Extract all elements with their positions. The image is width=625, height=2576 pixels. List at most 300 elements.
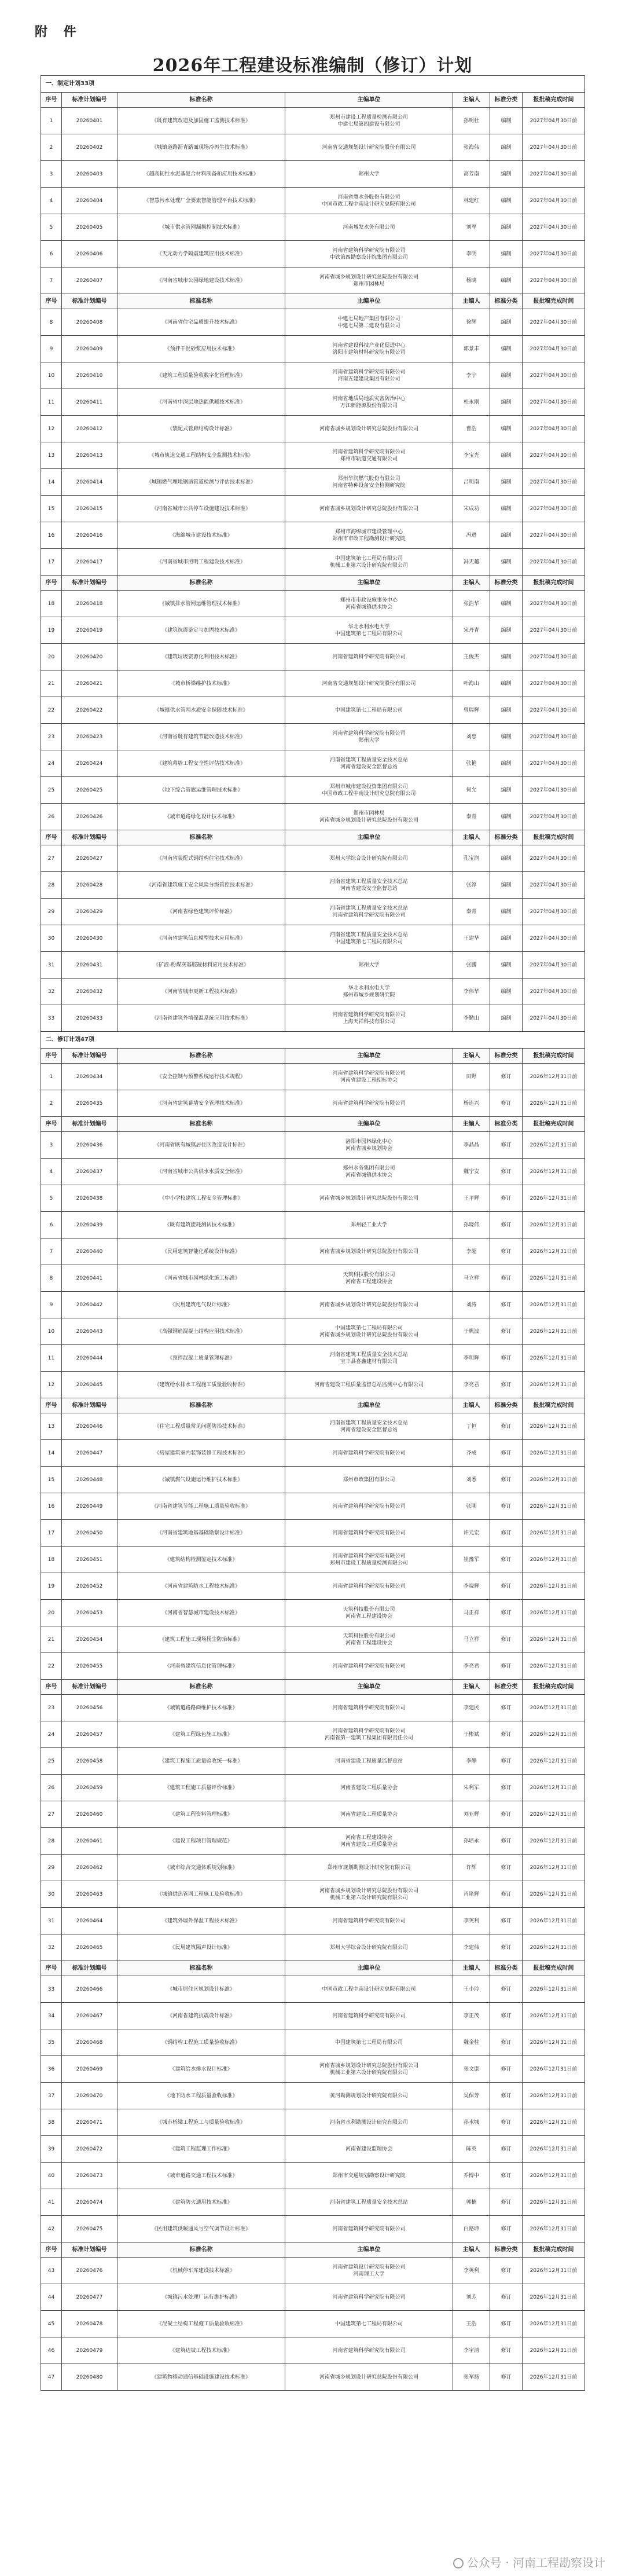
cell-standard-name: 《建筑防火通用技术标准》 [117,2189,285,2216]
cell-deadline: 2026年12月31日前 [523,1318,585,1345]
table-row [41,2029,585,2056]
cell-chief-editor: 李建伟 [453,1934,490,1961]
cell-plan-number: 20260451 [62,1547,117,1573]
table-row [41,2337,585,2364]
column-header: 标准名称 [117,1398,285,1413]
column-header: 主编单位 [285,576,453,591]
cell-deadline: 2026年12月31日前 [523,1653,585,1680]
table-row [41,697,585,724]
cell-deadline: 2027年04月30日前 [523,469,585,496]
cell-chief-editor: 马立祥 [453,1265,490,1292]
table-row [41,952,585,979]
cell-chief-unit: 郑州市市政设施事务中心 河南省城镇供水协会 [285,591,453,617]
column-header: 报批稿完成时间 [523,1680,585,1695]
column-header: 标准名称 [117,830,285,845]
column-header: 主编单位 [285,93,453,108]
table-row [41,1721,585,1748]
cell-chief-unit: 河南省建筑科学研究院有限公司 [285,1493,453,1520]
column-header: 主编单位 [285,294,453,309]
cell-plan-number: 20260469 [62,2056,117,2083]
cell-standard-name: 《河南省建筑信息模型技术应用标准》 [117,925,285,952]
cell-chief-unit: 河南省城乡规划设计研究总院股份有限公司 [285,496,453,522]
cell-chief-unit: 河南省建筑科学研究院有限公司 郑州市建设工程质量检测有限公司 [285,1547,453,1573]
cell-index: 42 [41,2216,62,2242]
cell-category: 编制 [490,697,523,724]
cell-category: 修订 [490,2337,523,2364]
cell-index: 26 [41,1775,62,1801]
table-row [41,2258,585,2284]
column-header: 标准分类 [490,1680,523,1695]
cell-plan-number: 20260477 [62,2284,117,2311]
cell-index: 25 [41,777,62,804]
table-row [41,389,585,416]
column-header: 主编人 [453,93,490,108]
cell-category: 修订 [490,1493,523,1520]
cell-chief-editor: 李伟华 [453,979,490,1005]
column-header: 主编单位 [285,1680,453,1695]
cell-index: 16 [41,522,62,549]
cell-plan-number: 20260439 [62,1212,117,1238]
table-header-row [41,576,585,591]
cell-plan-number: 20260436 [62,1132,117,1159]
cell-chief-unit: 河南省建筑科学研究院有限公司 [285,1908,453,1934]
section-row [41,1032,585,1049]
cell-plan-number: 20260427 [62,845,117,872]
cell-category: 编制 [490,214,523,241]
cell-plan-number: 20260480 [62,2364,117,2391]
cell-index: 13 [41,442,62,469]
cell-deadline: 2026年12月31日前 [523,1467,585,1493]
table-row [41,1064,585,1090]
cell-chief-unit: 河南省建筑科学研究院有限公司 [285,1653,453,1680]
cell-deadline: 2027年04月30日前 [523,899,585,925]
cell-chief-editor: 肖艳辉 [453,1881,490,1908]
cell-chief-editor: 李超 [453,1238,490,1265]
cell-chief-unit: 河南省城乡规划设计研究总院股份有限公司 [285,1185,453,1212]
cell-standard-name: 《既有建筑能耗测试技术标准》 [117,1212,285,1238]
cell-plan-number: 20260408 [62,309,117,336]
cell-deadline: 2027年04月30日前 [523,362,585,389]
cell-chief-editor: 孙水城 [453,2109,490,2136]
cell-index: 5 [41,214,62,241]
cell-plan-number: 20260407 [62,268,117,294]
cell-chief-editor: 孔宝润 [453,845,490,872]
cell-category: 修订 [490,2163,523,2189]
cell-plan-number: 20260479 [62,2337,117,2364]
table-row [41,1775,585,1801]
table-row [41,416,585,442]
cell-chief-editor: 杜永刚 [453,389,490,416]
cell-plan-number: 20260422 [62,697,117,724]
cell-category: 修订 [490,1881,523,1908]
cell-chief-unit: 河南省城乡规划设计研究总院股份有限公司 [285,416,453,442]
cell-category: 修订 [490,1345,523,1372]
cell-chief-editor: 王小玲 [453,1976,490,2003]
cell-category: 修订 [490,2284,523,2311]
cell-category: 编制 [490,724,523,750]
cell-chief-unit: 河南省交通规划设计研究院股份有限公司 [285,134,453,161]
cell-deadline: 2026年12月31日前 [523,1413,585,1440]
cell-plan-number: 20260423 [62,724,117,750]
cell-category: 修订 [490,2083,523,2109]
cell-standard-name: 《河南省建筑外墙保温系统应用技术标准》 [117,1005,285,1032]
table-row [41,1934,585,1961]
column-header: 序号 [41,830,62,845]
table-row [41,1828,585,1855]
column-header: 标准名称 [117,1961,285,1976]
cell-index: 39 [41,2136,62,2163]
cell-chief-unit: 河南省建筑科学研究院有限公司 [285,1520,453,1547]
cell-deadline: 2026年12月31日前 [523,1159,585,1185]
cell-plan-number: 20260442 [62,1292,117,1318]
cell-plan-number: 20260438 [62,1185,117,1212]
cell-index: 8 [41,309,62,336]
column-header: 标准名称 [117,1049,285,1064]
cell-chief-unit: 郑州市规划勘测设计研究院有限公司 [285,1855,453,1881]
cell-chief-unit: 天筑科技股份有限公司 河南省工程建设协会 [285,1626,453,1653]
cell-chief-unit: 中国市政工程中南设计研究总院有限公司 [285,1976,453,2003]
cell-chief-editor: 孙培永 [453,1828,490,1855]
table-header-row [41,830,585,845]
cell-chief-editor: 李宝光 [453,442,490,469]
cell-plan-number: 20260464 [62,1908,117,1934]
cell-category: 修订 [490,2056,523,2083]
cell-deadline: 2027年04月30日前 [523,952,585,979]
table-row [41,2056,585,2083]
cell-chief-unit: 河南省建筑科学研究院有限公司 郑州市轨道交通有限公司 [285,442,453,469]
cell-index: 35 [41,2029,62,2056]
cell-chief-unit: 中建七局地产集团有限公司 中建七局第二建设有限公司 [285,309,453,336]
cell-category: 修订 [490,2189,523,2216]
column-header: 标准分类 [490,93,523,108]
cell-plan-number: 20260416 [62,522,117,549]
column-header: 标准名称 [117,93,285,108]
cell-index: 7 [41,268,62,294]
table-row [41,1413,585,1440]
cell-chief-editor: 吕明南 [453,469,490,496]
table-row [41,1653,585,1680]
cell-deadline: 2026年12月31日前 [523,1801,585,1828]
cell-deadline: 2026年12月31日前 [523,1855,585,1881]
cell-deadline: 2026年12月31日前 [523,1600,585,1626]
cell-standard-name: 《混凝土结构工程施工质量验收标准》 [117,2311,285,2337]
cell-index: 38 [41,2109,62,2136]
table-row [41,469,585,496]
cell-chief-editor: 于帆波 [453,1318,490,1345]
cell-chief-editor: 刘亚辉 [453,1801,490,1828]
cell-category: 编制 [490,845,523,872]
cell-chief-editor: 刘悉 [453,1467,490,1493]
column-header: 标准名称 [117,1117,285,1132]
table-row [41,2083,585,2109]
cell-chief-unit: 郑州市海绵城市建设管理中心 郑州市市政工程勘测设计研究院 [285,522,453,549]
cell-plan-number: 20260457 [62,1721,117,1748]
cell-deadline: 2027年04月30日前 [523,389,585,416]
cell-index: 33 [41,1976,62,2003]
cell-deadline: 2027年04月30日前 [523,549,585,576]
cell-plan-number: 20260445 [62,1372,117,1398]
cell-standard-name: 《城镇排水管网运维管理技术标准》 [117,591,285,617]
cell-plan-number: 20260424 [62,750,117,777]
cell-standard-name: 《河南省建筑节能工程施工质量验收标准》 [117,1493,285,1520]
column-header: 标准分类 [490,294,523,309]
cell-chief-editor: 冯进 [453,522,490,549]
cell-chief-editor: 王平辉 [453,1185,490,1212]
cell-category: 编制 [490,241,523,268]
cell-index: 20 [41,644,62,670]
cell-index: 11 [41,389,62,416]
column-header: 标准分类 [490,2242,523,2258]
cell-chief-editor: 魏金柱 [453,2029,490,2056]
cell-deadline: 2027年04月30日前 [523,750,585,777]
cell-deadline: 2026年12月31日前 [523,1881,585,1908]
cell-index: 14 [41,1440,62,1467]
cell-plan-number: 20260467 [62,2003,117,2029]
cell-plan-number: 20260462 [62,1855,117,1881]
table-row [41,2189,585,2216]
cell-chief-editor: 叶海山 [453,670,490,697]
watermark-text: 公众号 · 河南工程勘察设计 [466,2556,605,2570]
column-header: 标准计划编号 [62,830,117,845]
cell-chief-unit: 河南省建筑科学研究院有限公司 [285,2216,453,2242]
cell-chief-editor: 张海伟 [453,134,490,161]
cell-chief-editor: 马正祥 [453,1600,490,1626]
table-row [41,1345,585,1372]
cell-plan-number: 20260474 [62,2189,117,2216]
column-header: 序号 [41,294,62,309]
cell-index: 17 [41,1520,62,1547]
cell-plan-number: 20260413 [62,442,117,469]
table-row [41,617,585,644]
document-title: 2026年工程建设标准编制（修订）计划 [152,56,473,76]
table-row [41,1005,585,1032]
cell-deadline: 2027年04月30日前 [523,697,585,724]
cell-plan-number: 20260433 [62,1005,117,1032]
table-row [41,1976,585,2003]
cell-deadline: 2026年12月31日前 [523,1748,585,1775]
cell-category: 编制 [490,777,523,804]
cell-chief-editor: 刘涛 [453,1292,490,1318]
cell-chief-unit: 河南省建筑工程质量安全技术总站 河南省建设安全监督总站 [285,872,453,899]
cell-category: 修订 [490,1185,523,1212]
cell-plan-number: 20260425 [62,777,117,804]
cell-index: 28 [41,1828,62,1855]
table-row [41,1493,585,1520]
cell-standard-name: 《建筑给水排水工程施工质量验收标准》 [117,1372,285,1398]
cell-chief-editor: 李晶晶 [453,1132,490,1159]
table-row [41,188,585,214]
cell-plan-number: 20260471 [62,2109,117,2136]
cell-chief-unit: 河南省建筑科学研究院有限公司 中铁第四勘察设计院集团有限公司 [285,241,453,268]
table-row [41,442,585,469]
cell-index: 19 [41,617,62,644]
table-row [41,1573,585,1600]
cell-plan-number: 20260405 [62,214,117,241]
cell-chief-editor: 郭楠 [453,2189,490,2216]
cell-plan-number: 20260463 [62,1881,117,1908]
cell-deadline: 2026年12月31日前 [523,1265,585,1292]
cell-category: 编制 [490,549,523,576]
cell-standard-name: 《建筑外墙外保温工程技术标准》 [117,1908,285,1934]
cell-category: 修订 [490,1064,523,1090]
cell-index: 22 [41,697,62,724]
cell-chief-editor: 李晓辉 [453,1573,490,1600]
cell-deadline: 2027年04月30日前 [523,108,585,134]
cell-deadline: 2027年04月30日前 [523,188,585,214]
cell-standard-name: 《河南省城市公园绿地建设技术标准》 [117,268,285,294]
table-row [41,2216,585,2242]
cell-chief-editor: 白路坤 [453,2216,490,2242]
cell-plan-number: 20260446 [62,1413,117,1440]
cell-standard-name: 《城市轨道交通工程结构安全监测技术标准》 [117,442,285,469]
cell-chief-unit: 河南省建筑科学研究院有限公司 河南五建建设集团有限公司 [285,362,453,389]
cell-standard-name: 《河南省城市更新工程技术标准》 [117,979,285,1005]
cell-index: 33 [41,1005,62,1032]
cell-index: 10 [41,1318,62,1345]
cell-index: 11 [41,1345,62,1372]
cell-chief-editor: 李建民 [453,1695,490,1721]
column-header: 标准计划编号 [62,294,117,309]
table-row [41,1908,585,1934]
cell-plan-number: 20260429 [62,899,117,925]
column-header: 标准名称 [117,1680,285,1695]
cell-category: 编制 [490,617,523,644]
column-header: 标准计划编号 [62,576,117,591]
cell-category: 修订 [490,1090,523,1117]
cell-deadline: 2026年12月31日前 [523,1372,585,1398]
cell-index: 1 [41,1064,62,1090]
cell-chief-editor: 李静 [453,1748,490,1775]
cell-index: 4 [41,188,62,214]
cell-deadline: 2026年12月31日前 [523,1547,585,1573]
column-header: 标准名称 [117,2242,285,2258]
table-row [41,1238,585,1265]
cell-plan-number: 20260448 [62,1467,117,1493]
cell-standard-name: 《河南省建筑防水工程技术标准》 [117,1573,285,1600]
cell-deadline: 2026年12月31日前 [523,1573,585,1600]
cell-chief-unit: 河南省建设监理协会 [285,2136,453,2163]
cell-chief-unit: 河南省建筑科学研究院有限公司 [285,1695,453,1721]
cell-category: 编制 [490,591,523,617]
column-header: 序号 [41,1117,62,1132]
cell-category: 修订 [490,1695,523,1721]
cell-chief-unit: 河南省建筑设计研究院有限公司 河南理工大学 [285,2258,453,2284]
cell-chief-editor: 许元宏 [453,1520,490,1547]
cell-chief-editor: 高芳南 [453,161,490,188]
cell-deadline: 2027年04月30日前 [523,442,585,469]
table-row [41,1855,585,1881]
cell-standard-name: 《地下综合管廊运维管理技术标准》 [117,777,285,804]
column-header: 主编单位 [285,1049,453,1064]
cell-deadline: 2027年04月30日前 [523,925,585,952]
cell-plan-number: 20260450 [62,1520,117,1547]
cell-category: 修订 [490,2258,523,2284]
cell-category: 修订 [490,1440,523,1467]
column-header: 序号 [41,2242,62,2258]
cell-chief-editor: 李正茂 [453,2003,490,2029]
table-row [41,2284,585,2311]
cell-plan-number: 20260419 [62,617,117,644]
table-row [41,2364,585,2391]
cell-chief-unit: 河南省交通规划设计研究院股份有限公司 [285,670,453,697]
table-row [41,134,585,161]
cell-standard-name: 《智慧污水处理厂全要素智能管理平台技术标准》 [117,188,285,214]
cell-standard-name: 《海绵城市建设技术标准》 [117,522,285,549]
cell-chief-editor: 李明 [453,241,490,268]
cell-plan-number: 20260412 [62,416,117,442]
cell-chief-unit: 河南省建筑科学研究院有限公司 [285,2284,453,2311]
cell-index: 15 [41,496,62,522]
cell-index: 22 [41,1653,62,1680]
column-header: 标准分类 [490,1049,523,1064]
cell-chief-editor: 曹浩 [453,416,490,442]
cell-standard-name: 《建筑幕墙工程安全性评估技术标准》 [117,750,285,777]
cell-chief-editor: 秦青 [453,804,490,830]
cell-chief-editor: 林建红 [453,188,490,214]
cell-index: 41 [41,2189,62,2216]
cell-deadline: 2027年04月30日前 [523,1005,585,1032]
cell-standard-name: 《河南省建筑幕墙安全管理技术标准》 [117,1090,285,1117]
cell-plan-number: 20260404 [62,188,117,214]
cell-index: 1 [41,108,62,134]
cell-standard-name: 《城镇道路沥青路面现场冷再生技术标准》 [117,134,285,161]
cell-deadline: 2027年04月30日前 [523,336,585,362]
table-header-row [41,294,585,309]
cell-standard-name: 《建筑工程绿色施工标准》 [117,1721,285,1748]
cell-chief-unit: 郑州水务集团有限公司 河南省城镇供水协会 [285,1159,453,1185]
cell-plan-number: 20260458 [62,1748,117,1775]
cell-index: 7 [41,1238,62,1265]
table-row [41,2003,585,2029]
cell-deadline: 2027年04月30日前 [523,591,585,617]
cell-chief-unit: 郑州大学综合设计研究院有限公司 [285,845,453,872]
cell-plan-number: 20260466 [62,1976,117,2003]
cell-chief-editor: 张文康 [453,2056,490,2083]
cell-standard-name: 《城镇供水管网水质安全保障技术标准》 [117,697,285,724]
cell-index: 23 [41,724,62,750]
cell-standard-name: 《房屋建筑室内装饰装修工程技术标准》 [117,1440,285,1467]
cell-index: 25 [41,1748,62,1775]
cell-index: 43 [41,2258,62,2284]
cell-category: 修订 [490,2109,523,2136]
column-header: 标准分类 [490,576,523,591]
cell-chief-unit: 河南省建筑科学研究院有限公司 [285,644,453,670]
cell-chief-editor: 刘军 [453,214,490,241]
table-row [41,1626,585,1653]
cell-chief-unit: 郑州华润燃气股份有限公司 河南省特种设备安全检测研究院 [285,469,453,496]
cell-category: 修订 [490,1801,523,1828]
cell-standard-name: 《高强钢筋混凝土结构应用技术标准》 [117,1318,285,1345]
cell-deadline: 2026年12月31日前 [523,2216,585,2242]
cell-standard-name: 《矿渣-粉煤灰基胶凝材料应用技术标准》 [117,952,285,979]
cell-plan-number: 20260473 [62,2163,117,2189]
cell-standard-name: 《城市道路交通工程技术标准》 [117,2163,285,2189]
column-header: 序号 [41,1398,62,1413]
column-header: 报批稿完成时间 [523,294,585,309]
cell-index: 3 [41,1132,62,1159]
cell-standard-name: 《城镇供热管网工程施工及验收标准》 [117,1881,285,1908]
cell-category: 编制 [490,1005,523,1032]
cell-plan-number: 20260409 [62,336,117,362]
cell-deadline: 2027年04月30日前 [523,804,585,830]
column-header: 主编人 [453,1961,490,1976]
cell-deadline: 2026年12月31日前 [523,1976,585,2003]
cell-chief-unit: 中国建筑第七工程局有限公司 [285,2311,453,2337]
table-row [41,2311,585,2337]
cell-standard-name: 《河南省中深层地热能供暖技术标准》 [117,389,285,416]
cell-deadline: 2026年12月31日前 [523,2189,585,2216]
column-header: 标准名称 [117,576,285,591]
